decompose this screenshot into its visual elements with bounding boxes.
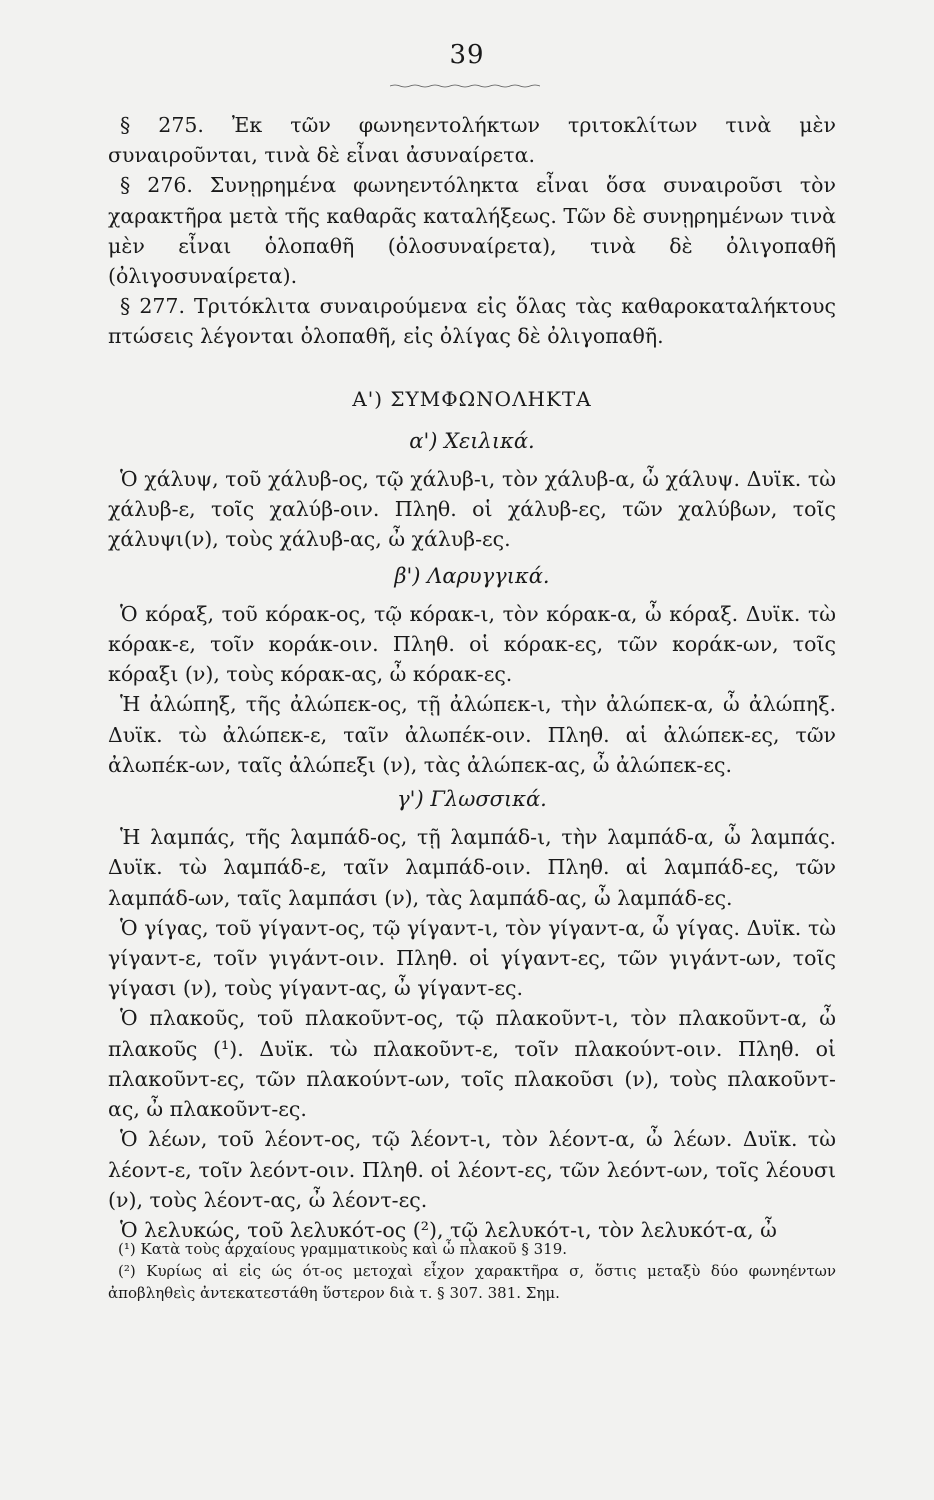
paragraph-plakous: Ὁ πλακοῦς, τοῦ πλακοῦντ-ος, τῷ πλακοῦντ-ι, τὸν πλακοῦντ-α, ὦ πλακοῦς (¹). Δυϊκ. τὼ πλακοῦντ-ε, τοῖν πλακούντ-οιν. Πληθ. οἱ πλακοῦντ-ες, τῶν πλακούντ-ων, τοῖς πλακοῦσι (ν), τοὺς πλακοῦντ-ας, ὦ πλακοῦντ-ες.: [108, 1006, 836, 1122]
paragraph-lampas: Ἡ λαμπάς, τῆς λαμπάδ-ος, τῇ λαμπάδ-ι, τὴν λαμπάδ-α, ὦ λαμπάς. Δυϊκ. τὼ λαμπάδ-ε, ταῖν λαμπάδ-οιν. Πληθ. αἱ λαμπάδ-ες, τῶν λαμπάδ-ων, ταῖς λαμπάσι (ν), τὰς λαμπάδ-ας, ὦ λαμπάδ-ες.: [108, 825, 836, 910]
subsection-heading-dentals: γ') Γλωσσικά.: [397, 787, 547, 812]
footnote-2: (²) Κυρίως αἱ εἰς ώς ότ-ος μετοχαὶ εἶχον χαρακτῆρα σ, ὅστις μεταξὺ δύο φωνηέντων ἀποβληθεὶς ἀντεκατεστάθη ὕστερον διὰ τ. § 307. 381. Σημ.: [108, 1262, 836, 1302]
paragraph-275: § 275. Ἐκ τῶν φωνηεντολήκτων τριτοκλίτων τινὰ μὲν συναιροῦνται, τινὰ δὲ εἶναι ἀσυναίρετα.: [108, 113, 836, 168]
subsection-heading-labials: α') Χειλικά.: [409, 428, 535, 453]
paragraph-leon: Ὁ λέων, τοῦ λέοντ-ος, τῷ λέοντ-ι, τὸν λέοντ-α, ὦ λέων. Δυϊκ. τὼ λέοντ-ε, τοῖν λεόντ-οιν. Πληθ. οἱ λέοντ-ες, τῶν λεόντ-ων, τοῖς λέουσι (ν), τοὺς λέοντ-ας, ὦ λέοντ-ες.: [108, 1127, 836, 1212]
paragraph-277: § 277. Τριτόκλιτα συναιρούμενα εἰς ὅλας τὰς καθαροκαταλήκτους πτώσεις λέγονται ὁλοπαθῆ, εἰς ὀλίγας δὲ ὀλιγοπαθῆ.: [108, 294, 836, 349]
subsection-heading-gutturals: β') Λαρυγγικά.: [394, 563, 550, 588]
footnote-1: (¹) Κατὰ τοὺς ἀρχαίους γραμματικοὺς καὶ ὦ πλακοῦ § 319.: [118, 1240, 568, 1258]
page-number-rule: [390, 84, 540, 88]
paragraph-alopex: Ἡ ἀλώπηξ, τῆς ἀλώπεκ-ος, τῇ ἀλώπεκ-ι, τὴν ἀλώπεκ-α, ὦ ἀλώπηξ. Δυϊκ. τὼ ἀλώπεκ-ε, ταῖν ἀλωπέκ-οιν. Πληθ. αἱ ἀλώπεκ-ες, τῶν ἀλωπέκ-ων, ταῖς ἀλώπεξι (ν), τὰς ἀλώπεκ-ας, ὦ ἀλώπεκ-ες.: [108, 692, 836, 777]
paragraph-276: § 276. Συνῃρημένα φωνηεντόληκτα εἶναι ὅσα συναιροῦσι τὸν χαρακτῆρα μετὰ τῆς καθαρᾶς καταλήξεως. Τῶν δὲ συνῃρημένων τινὰ μὲν εἶναι ὁλοπαθῆ (ὁλοσυναίρετα), τινὰ δὲ ὀλιγοπαθῆ (ὀλιγοσυναίρετα).: [108, 173, 836, 289]
paragraph-chalyps: Ὁ χάλυψ, τοῦ χάλυβ-ος, τῷ χάλυβ-ι, τὸν χάλυβ-α, ὦ χάλυψ. Δυϊκ. τὼ χάλυβ-ε, τοῖς χαλύβ-οιν. Πληθ. οἱ χάλυβ-ες, τῶν χαλύβων, τοῖς χάλυψι(ν), τοὺς χάλυβ-ας, ὦ χάλυβ-ες.: [108, 467, 836, 552]
footnotes: [108, 1238, 836, 1304]
paragraph-gigas: Ὁ γίγας, τοῦ γίγαντ-ος, τῷ γίγαντ-ι, τὸν γίγαντ-α, ὦ γίγας. Δυϊκ. τὼ γίγαντ-ε, τοῖν γιγάντ-οιν. Πληθ. οἱ γίγαντ-ες, τῶν γιγάντ-ων, τοῖς γίγασι (ν), τοὺς γίγαντ-ας, ὦ γίγαντ-ες.: [108, 915, 836, 1001]
paragraph-korax: Ὁ κόραξ, τοῦ κόρακ-ος, τῷ κόρακ-ι, τὸν κόρακ-α, ὦ κόραξ. Δυϊκ. τὼ κόρακ-ε, τοῖν κοράκ-οιν. Πληθ. οἱ κόρακ-ες, τῶν κοράκ-ων, τοῖς κόραξι (ν), τοὺς κόρακ-ας, ὦ κόρακ-ες.: [108, 601, 836, 687]
paragraph-lelykos: Ὁ λελυκώς, τοῦ λελυκότ-ος (²), τῷ λελυκότ-ι, τὸν λελυκότ-α, ὦ: [120, 1217, 777, 1242]
page-number: 39: [449, 40, 485, 70]
section-heading: Α') ΣΥΜΦΩΝΟΛΗΚΤΑ: [352, 386, 592, 411]
main-text: [108, 110, 836, 1245]
